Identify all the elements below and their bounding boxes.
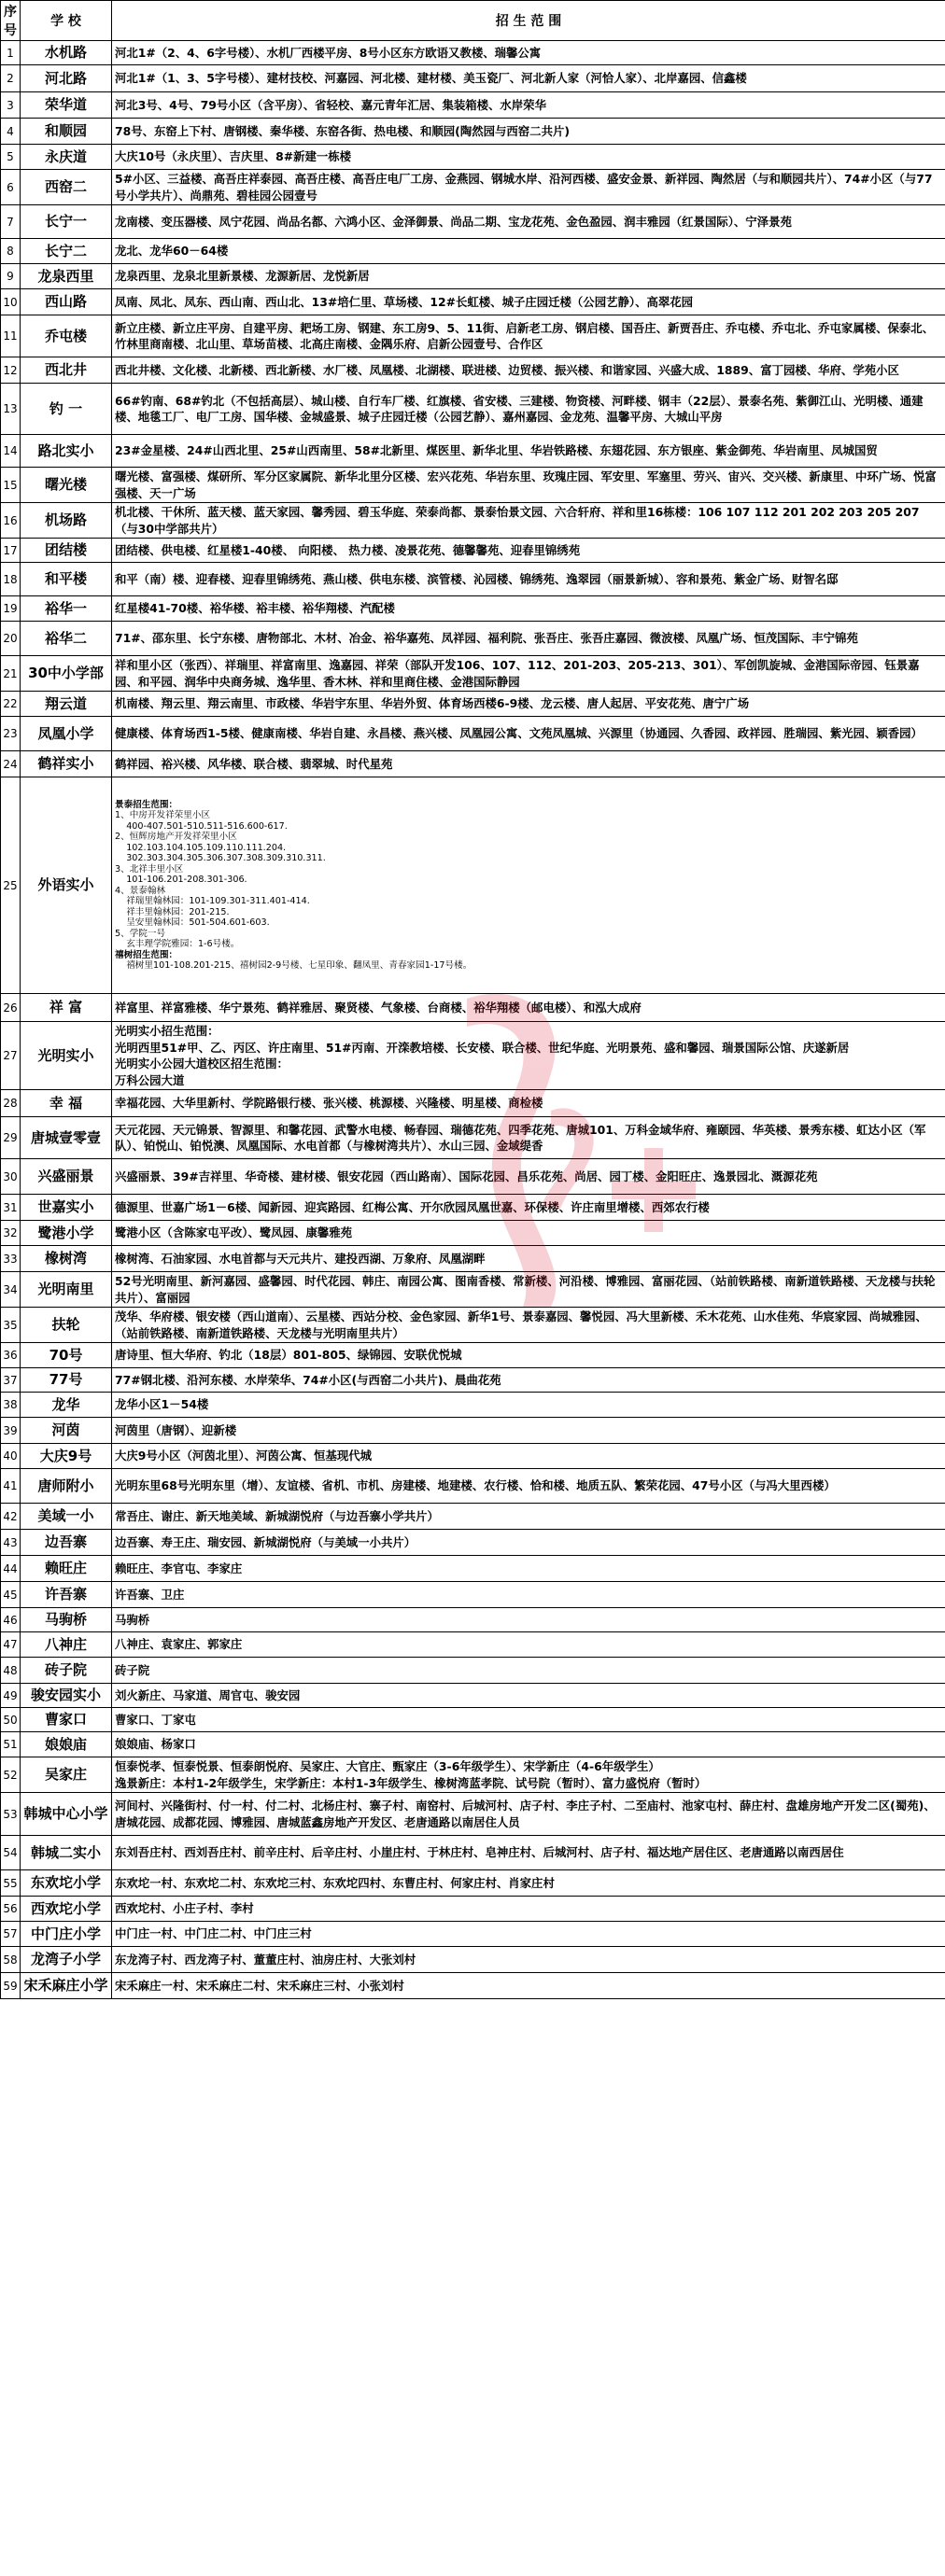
enrollment-area: 刘火新庄、马家道、周官屯、骏安园 bbox=[112, 1684, 945, 1708]
school-name: 70号 bbox=[21, 1343, 112, 1368]
school-name: 团结楼 bbox=[21, 539, 112, 563]
school-name: 骏安园实小 bbox=[21, 1684, 112, 1708]
table-row bbox=[1, 1658, 945, 1684]
row-index: 53 bbox=[1, 1793, 21, 1836]
table-body bbox=[1, 41, 945, 1999]
enrollment-area: 河北3号、4号、79号小区（含平房）、省轻校、嘉元青年汇居、集装箱楼、水岸荣华 bbox=[112, 92, 945, 119]
table-row bbox=[1, 65, 945, 92]
enrollment-area-line: 5、学院一号 bbox=[115, 928, 166, 939]
row-index: 19 bbox=[1, 596, 21, 622]
enrollment-area bbox=[112, 1757, 945, 1793]
row-index: 24 bbox=[1, 751, 21, 777]
row-index: 25 bbox=[1, 777, 21, 994]
table-row bbox=[1, 1793, 945, 1836]
table-row bbox=[1, 239, 945, 264]
school-name: 马驹桥 bbox=[21, 1608, 112, 1632]
table-row bbox=[1, 41, 945, 65]
enrollment-area: 大庆10号（永庆里）、吉庆里、8#新建一栋楼 bbox=[112, 145, 945, 170]
enrollment-area: 团结楼、供电楼、红星楼1-40楼、 向阳楼、 热力楼、凌景花苑、德馨馨苑、迎春里锦绣苑 bbox=[112, 539, 945, 563]
school-name: 祥 富 bbox=[21, 994, 112, 1022]
row-index: 28 bbox=[1, 1090, 21, 1117]
table-row bbox=[1, 145, 945, 170]
enrollment-area: 河北1#（2、4、6字号楼）、水机厂西楼平房、8号小区东方欧语又教楼、瑞馨公寓 bbox=[112, 41, 945, 65]
enrollment-area: 宋禾麻庄一村、宋禾麻庄二村、宋禾麻庄三村、小张刘村 bbox=[112, 1973, 945, 1999]
table-row bbox=[1, 1530, 945, 1556]
school-name: 鹭港小学 bbox=[21, 1221, 112, 1246]
enrollment-area: 23#金星楼、24#山西北里、25#山西南里、58#北新里、煤医里、新华北里、华岩铁路楼、东翅花园、东方银座、紫金御苑、华岩南里、凤城国贸 bbox=[112, 435, 945, 468]
enrollment-area: 5#小区、三益楼、高吾庄祥泰园、高吾庄楼、高吾庄电厂工房、金燕园、钢城水岸、沿河西楼、盛安金景、新祥园、陶然居（与和顺园共片）、74#小区（与77号小学共片）、尚鼎苑、碧桂园公园壹号 bbox=[112, 170, 945, 205]
school-name: 钓 一 bbox=[21, 384, 112, 435]
enrollment-area: 茂华、华府楼、银安楼（西山道南）、云星楼、西站分校、金色家园、新华1号、景泰嘉园、馨悦园、冯大里新楼、禾木花苑、山水佳苑、华宸家园、尚城雅园、（站前铁路楼、南新道铁路楼、天龙楼与光明南里共片） bbox=[112, 1308, 945, 1343]
enrollment-area: 赖旺庄、李官屯、李家庄 bbox=[112, 1556, 945, 1582]
school-name: 韩城中心小学 bbox=[21, 1793, 112, 1836]
table-row bbox=[1, 717, 945, 751]
row-index: 33 bbox=[1, 1246, 21, 1272]
table-row bbox=[1, 1684, 945, 1708]
school-name: 光明南里 bbox=[21, 1272, 112, 1308]
school-name: 和顺园 bbox=[21, 119, 112, 145]
school-name: 东欢坨小学 bbox=[21, 1870, 112, 1897]
school-name: 外语实小 bbox=[21, 777, 112, 994]
table-row bbox=[1, 1469, 945, 1504]
table-row bbox=[1, 205, 945, 239]
school-name: 唐师附小 bbox=[21, 1469, 112, 1504]
enrollment-area-line: 3、北祥丰里小区 bbox=[115, 863, 184, 875]
row-index: 13 bbox=[1, 384, 21, 435]
header-school: 学 校 bbox=[21, 1, 112, 41]
table-row bbox=[1, 596, 945, 622]
enrollment-area: 78号、东窑上下村、唐钢楼、秦华楼、东窑各街、热电楼、和顺园(陶然园与西窑二共片) bbox=[112, 119, 945, 145]
enrollment-area-line: 光明实小招生范围： bbox=[115, 1024, 219, 1038]
enrollment-area: 新立庄楼、新立庄平房、自建平房、耙场工房、钢建、东工房9、5、11街、启新老工房、钢启楼、国吾庄、新贾吾庄、乔屯楼、乔屯北、乔屯家属楼、保泰北、竹林里商南楼、北山里、草场苗楼、北高庄南楼、金隅乐府、启新公园壹号、合作区 bbox=[112, 315, 945, 357]
enrollment-area-line: 呈安里翰林园：501-504.601-603. bbox=[115, 917, 270, 928]
row-index: 44 bbox=[1, 1556, 21, 1582]
enrollment-area: 红星楼41-70楼、裕华楼、裕丰楼、裕华翔楼、汽配楼 bbox=[112, 596, 945, 622]
school-name: 韩城二实小 bbox=[21, 1836, 112, 1870]
row-index: 14 bbox=[1, 435, 21, 468]
table-row bbox=[1, 1308, 945, 1343]
enrollment-area-line: 102.103.104.105.109.110.111.204. bbox=[115, 842, 287, 853]
enrollment-area: 东欢坨一村、东欢坨二村、东欢坨三村、东欢坨四村、东曹庄村、何家庄村、肖家庄村 bbox=[112, 1870, 945, 1897]
table-row bbox=[1, 1117, 945, 1159]
row-index: 50 bbox=[1, 1708, 21, 1732]
school-name: 西窑二 bbox=[21, 170, 112, 205]
school-name: 乔屯楼 bbox=[21, 315, 112, 357]
enrollment-area-line: 2、恒辉房地产开发祥荣里小区 bbox=[115, 832, 237, 842]
row-index: 59 bbox=[1, 1973, 21, 1999]
school-name: 赖旺庄 bbox=[21, 1556, 112, 1582]
enrollment-area-line: 祥瑞里翰林园：101-109.301-311.401-414. bbox=[115, 896, 310, 906]
row-index: 54 bbox=[1, 1836, 21, 1870]
school-name: 长宁一 bbox=[21, 205, 112, 239]
school-name: 曙光楼 bbox=[21, 468, 112, 503]
enrollment-area-line: 祥丰里翰林园：201-215. bbox=[115, 906, 230, 917]
table-row bbox=[1, 1246, 945, 1272]
school-name: 八神庄 bbox=[21, 1632, 112, 1658]
school-name: 光明实小 bbox=[21, 1022, 112, 1090]
row-index: 42 bbox=[1, 1504, 21, 1530]
enrollment-area-line: 恒泰悦孝、恒泰悦景、恒泰朗悦府、吴家庄、大官庄、甄家庄（3-6年级学生）、宋学新庄（4-6年级学生） bbox=[115, 1759, 660, 1773]
enrollment-area-line: 光明西里51#甲、乙、丙区、许庄南里、51#丙南、开滦教培楼、长安楼、联合楼、世纪华庭、光明景苑、盛和馨园、瑞景国际公馆、庆遂新居 bbox=[115, 1040, 850, 1055]
table-row bbox=[1, 170, 945, 205]
table-row bbox=[1, 539, 945, 563]
row-index: 37 bbox=[1, 1368, 21, 1393]
school-name: 西山路 bbox=[21, 289, 112, 315]
table-row bbox=[1, 1973, 945, 1999]
enrollment-area: 66#钓南、68#钓北（不包括高层）、城山楼、自行车厂楼、红旗楼、省安楼、三建楼、物资楼、河畔楼、钢丰（22层）、景泰名苑、紫御江山、光明楼、通建楼、地毯工厂、电厂工房、国华楼、金城盛景、城子庄园迁楼（公园艺静）、嘉州嘉园、金龙苑、温馨平房、大城山平房 bbox=[112, 384, 945, 435]
header-index: 序号 bbox=[1, 1, 21, 41]
row-index: 43 bbox=[1, 1530, 21, 1556]
table-row bbox=[1, 622, 945, 656]
enrollment-area-line: 1、中房开发祥荣里小区 bbox=[115, 810, 211, 820]
enrollment-area: 幸福花园、大华里新村、学院路银行楼、张兴楼、桃源楼、兴隆楼、明星楼、商检楼 bbox=[112, 1090, 945, 1117]
school-name: 龙泉西里 bbox=[21, 264, 112, 289]
row-index: 22 bbox=[1, 692, 21, 717]
enrollment-area: 马驹桥 bbox=[112, 1608, 945, 1632]
enrollment-area: 和平（南）楼、迎春楼、迎春里锦绣苑、燕山楼、供电东楼、滨管楼、沁园楼、锦绣苑、逸翠园（丽景新城）、容和景苑、紫金广场、财智名邸 bbox=[112, 563, 945, 596]
school-name: 娘娘庙 bbox=[21, 1732, 112, 1757]
enrollment-area: 健康楼、体育场西1-5楼、健康南楼、华岩自建、永昌楼、燕兴楼、凤凰园公寓、文苑凤凰城、兴源里（协通园、久香园、政祥园、胜瑞园、紫光园、颖香园） bbox=[112, 717, 945, 751]
school-name: 中门庄小学 bbox=[21, 1922, 112, 1947]
enrollment-area-line: 万科公园大道 bbox=[115, 1072, 185, 1087]
row-index: 31 bbox=[1, 1195, 21, 1221]
school-name: 裕华二 bbox=[21, 622, 112, 656]
school-name: 幸 福 bbox=[21, 1090, 112, 1117]
row-index: 41 bbox=[1, 1469, 21, 1504]
enrollment-area: 祥和里小区（张西）、祥瑞里、祥富南里、逸嘉园、祥荣（部队开发106、107、112、201-203、205-213、301）、军创凯旋城、金港国际帝园、钰景嘉园、和平园、润华中央商务城、逸华里、香木林、祥和里商住楼、金港国际静园 bbox=[112, 656, 945, 692]
enrollment-area: 娘娘庙、杨家口 bbox=[112, 1732, 945, 1757]
row-index: 45 bbox=[1, 1582, 21, 1608]
enrollment-area: 鹭港小区（含陈家屯平改）、鹭凤园、康馨雅苑 bbox=[112, 1221, 945, 1246]
row-index: 21 bbox=[1, 656, 21, 692]
table-row bbox=[1, 1708, 945, 1732]
table-header-row bbox=[1, 1, 945, 41]
school-name: 唐城壹零壹 bbox=[21, 1117, 112, 1159]
enrollment-area: 唐诗里、恒大华府、钓北（18层）801-805、绿锦园、安联优悦城 bbox=[112, 1343, 945, 1368]
table-row bbox=[1, 289, 945, 315]
table-row bbox=[1, 777, 945, 994]
school-name: 许吾寨 bbox=[21, 1582, 112, 1608]
school-name: 龙湾子小学 bbox=[21, 1947, 112, 1973]
table-row bbox=[1, 1418, 945, 1444]
table-row bbox=[1, 1022, 945, 1090]
table-row bbox=[1, 92, 945, 119]
row-index: 57 bbox=[1, 1922, 21, 1947]
enrollment-area: 龙南楼、变压器楼、凤宁花园、尚品名都、六鸿小区、金泽御景、尚品二期、宝龙花苑、金色盈园、润丰雅园（红景国际）、宁泽景苑 bbox=[112, 205, 945, 239]
table-row bbox=[1, 1159, 945, 1195]
school-name: 扶轮 bbox=[21, 1308, 112, 1343]
row-index: 10 bbox=[1, 289, 21, 315]
table-row bbox=[1, 751, 945, 777]
row-index: 8 bbox=[1, 239, 21, 264]
row-index: 48 bbox=[1, 1658, 21, 1684]
table-row bbox=[1, 1556, 945, 1582]
row-index: 34 bbox=[1, 1272, 21, 1308]
school-name: 橡树湾 bbox=[21, 1246, 112, 1272]
enrollment-area: 龙华小区1－54楼 bbox=[112, 1393, 945, 1418]
school-name: 机场路 bbox=[21, 503, 112, 539]
table-row bbox=[1, 119, 945, 145]
enrollment-area: 52号光明南里、新河嘉园、盛馨园、时代花园、韩庄、南园公寓、图南香楼、常新楼、河沿楼、博雅园、富丽花园、（站前铁路楼、南新道铁路楼、天龙楼与扶轮共片）、富丽园 bbox=[112, 1272, 945, 1308]
row-index: 55 bbox=[1, 1870, 21, 1897]
enrollment-area: 边吾寨、寿王庄、瑞安园、新城湖悦府（与美域一小共片） bbox=[112, 1530, 945, 1556]
enrollment-area: 橡树湾、石油家园、水电首都与天元共片、建投西湖、万象府、凤凰湖畔 bbox=[112, 1246, 945, 1272]
school-name: 翔云道 bbox=[21, 692, 112, 717]
school-name: 鹤祥实小 bbox=[21, 751, 112, 777]
row-index: 2 bbox=[1, 65, 21, 92]
school-name: 西欢坨小学 bbox=[21, 1897, 112, 1922]
enrollment-area: 71#、邵东里、长宁东楼、唐物部北、木材、冶金、裕华嘉苑、凤祥园、福利院、张吾庄、张吾庄嘉园、微波楼、凤凰广场、恒茂国际、丰宁锦苑 bbox=[112, 622, 945, 656]
table-row bbox=[1, 1221, 945, 1246]
school-name: 和平楼 bbox=[21, 563, 112, 596]
table-row bbox=[1, 563, 945, 596]
school-name: 裕华一 bbox=[21, 596, 112, 622]
table-row bbox=[1, 1897, 945, 1922]
school-name: 兴盛丽景 bbox=[21, 1159, 112, 1195]
enrollment-area-line: 400-407.501-510.511-516.600-617. bbox=[115, 820, 288, 832]
enrollment-area: 河间村、兴隆街村、付一村、付二村、北杨庄村、寨子村、南窑村、后城河村、店子村、李庄子村、二至庙村、池家屯村、薛庄村、盘雄房地产开发二区(蜀苑)、唐城花园、成都花园、博雅园、唐城蓝鑫房地产开发区、老唐通路以南居住人员 bbox=[112, 1793, 945, 1836]
enrollment-area: 西北井楼、文化楼、北新楼、西北新楼、水厂楼、凤凰楼、北湖楼、联进楼、边贸楼、振兴楼、和谐家园、兴盛大成、1889、富丁园楼、华府、学苑小区 bbox=[112, 357, 945, 384]
enrollment-area: 机南楼、翔云里、翔云南里、市政楼、华岩宇东里、华岩外贸、体育场西楼6-9楼、龙云楼、唐人起居、平安花苑、唐宁广场 bbox=[112, 692, 945, 717]
enrollment-area: 常吾庄、谢庄、新天地美域、新城湖悦府（与边吾寨小学共片） bbox=[112, 1504, 945, 1530]
row-index: 1 bbox=[1, 41, 21, 65]
enrollment-area-line: 逸景新庄：本村1-2年级学生，宋学新庄：本村1-3年级学生、橡树湾蓝孝院、试号院（暂时）、富力盛悦府（暂时） bbox=[115, 1775, 707, 1790]
row-index: 38 bbox=[1, 1393, 21, 1418]
row-index: 6 bbox=[1, 170, 21, 205]
school-name: 世嘉实小 bbox=[21, 1195, 112, 1221]
school-name: 水机路 bbox=[21, 41, 112, 65]
school-name: 宋禾麻庄小学 bbox=[21, 1973, 112, 1999]
row-index: 40 bbox=[1, 1444, 21, 1469]
table-row bbox=[1, 1393, 945, 1418]
table-row bbox=[1, 1632, 945, 1658]
row-index: 3 bbox=[1, 92, 21, 119]
table-row bbox=[1, 692, 945, 717]
row-index: 17 bbox=[1, 539, 21, 563]
row-index: 49 bbox=[1, 1684, 21, 1708]
enrollment-area: 鹤祥园、裕兴楼、风华楼、联合楼、翡翠城、时代星苑 bbox=[112, 751, 945, 777]
header-area: 招 生 范 围 bbox=[112, 1, 945, 41]
enrollment-area: 光明东里68号光明东里（增）、友谊楼、省机、市机、房建楼、地建楼、农行楼、恰和楼、地质五队、繁荣花园、47号小区（与冯大里西楼） bbox=[112, 1469, 945, 1504]
enrollment-area: 凤南、凤北、凤东、西山南、西山北、13#培仁里、草场楼、12#长虹楼、城子庄园迁楼（公园艺静）、高翠花园 bbox=[112, 289, 945, 315]
row-index: 5 bbox=[1, 145, 21, 170]
table-row bbox=[1, 1444, 945, 1469]
row-index: 18 bbox=[1, 563, 21, 596]
row-index: 36 bbox=[1, 1343, 21, 1368]
school-name: 永庆道 bbox=[21, 145, 112, 170]
table-row bbox=[1, 656, 945, 692]
table-row bbox=[1, 1090, 945, 1117]
row-index: 16 bbox=[1, 503, 21, 539]
table-row bbox=[1, 1504, 945, 1530]
row-index: 35 bbox=[1, 1308, 21, 1343]
enrollment-area-line: 玄丰理学院雅园：1-6号楼。 bbox=[115, 939, 240, 949]
table-row bbox=[1, 1608, 945, 1632]
row-index: 27 bbox=[1, 1022, 21, 1090]
enrollment-area-line: 4、景泰翰林 bbox=[115, 885, 166, 896]
enrollment-area: 大庆9号小区（河茵北里）、河茵公寓、恒基现代城 bbox=[112, 1444, 945, 1469]
row-index: 9 bbox=[1, 264, 21, 289]
enrollment-area: 龙泉西里、龙泉北里新景楼、龙源新居、龙悦新居 bbox=[112, 264, 945, 289]
row-index: 46 bbox=[1, 1608, 21, 1632]
table-row bbox=[1, 315, 945, 357]
table-row bbox=[1, 503, 945, 539]
enrollment-area: 77#钢北楼、沿河东楼、水岸荣华、74#小区(与西窑二小共片)、晨曲花苑 bbox=[112, 1368, 945, 1393]
table-row bbox=[1, 994, 945, 1022]
school-name: 西北井 bbox=[21, 357, 112, 384]
enrollment-area bbox=[112, 1022, 945, 1090]
row-index: 23 bbox=[1, 717, 21, 751]
enrollment-area-line: 光明实小公园大道校区招生范围： bbox=[115, 1057, 289, 1071]
table-row bbox=[1, 357, 945, 384]
enrollment-area: 天元花园、天元锦景、智源里、和馨花园、武警水电楼、畅春园、瑞德花苑、四季花苑、唐城101、万科金域华府、雍颐园、华英楼、景秀东楼、虹达小区（军队）、铂悦山、铂悦澳、凤凰国际、水电首都（与橡树湾共片）、水山三园、金域缇香 bbox=[112, 1117, 945, 1159]
school-name: 曹家口 bbox=[21, 1708, 112, 1732]
enrollment-area: 许吾寨、卫庄 bbox=[112, 1582, 945, 1608]
row-index: 52 bbox=[1, 1757, 21, 1793]
school-name: 长宁二 bbox=[21, 239, 112, 264]
school-name: 龙华 bbox=[21, 1393, 112, 1418]
table-row bbox=[1, 1582, 945, 1608]
row-index: 7 bbox=[1, 205, 21, 239]
enrollment-area: 东刘吾庄村、西刘吾庄村、前辛庄村、后辛庄村、小崖庄村、于林庄村、皂神庄村、后城河村、店子村、福达地产居住区、老唐通路以南西居住 bbox=[112, 1836, 945, 1870]
row-index: 4 bbox=[1, 119, 21, 145]
row-index: 47 bbox=[1, 1632, 21, 1658]
enrollment-area: 八神庄、袁家庄、郭家庄 bbox=[112, 1632, 945, 1658]
school-name: 荣华道 bbox=[21, 92, 112, 119]
school-name: 河茵 bbox=[21, 1418, 112, 1444]
school-name: 77号 bbox=[21, 1368, 112, 1393]
enrollment-area: 兴盛丽景、39#吉祥里、华奇楼、建材楼、银安花园（西山路南）、国际花园、昌乐花苑、尚居、园丁楼、金阳旺庄、逸景园北、溉源花苑 bbox=[112, 1159, 945, 1195]
enrollment-area: 曙光楼、富强楼、煤研所、军分区家属院、新华北里分区楼、宏兴花苑、华岩东里、玫瑰庄园、军安里、军塞里、劳兴、宙兴、交兴楼、新康里、中环广场、悦富强楼、天一广场 bbox=[112, 468, 945, 503]
table-row bbox=[1, 1870, 945, 1897]
table-row bbox=[1, 435, 945, 468]
school-name: 美域一小 bbox=[21, 1504, 112, 1530]
enrollment-area: 德源里、世嘉广场1－6楼、闻新园、迎宾路园、红梅公寓、开尔欣园凤凰世嘉、环保楼、许庄南里增楼、西郊农行楼 bbox=[112, 1195, 945, 1221]
enrollment-area: 西欢坨村、小庄子村、李村 bbox=[112, 1897, 945, 1922]
enrollment-area-line: 302.303.304.305.306.307.308.309.310.311. bbox=[115, 853, 326, 863]
row-index: 15 bbox=[1, 468, 21, 503]
table-row bbox=[1, 1947, 945, 1973]
row-index: 26 bbox=[1, 994, 21, 1022]
enrollment-area: 东龙湾子村、西龙湾子村、董董庄村、油房庄村、大张刘村 bbox=[112, 1947, 945, 1973]
enrollment-area: 中门庄一村、中门庄二村、中门庄三村 bbox=[112, 1922, 945, 1947]
table-row bbox=[1, 1836, 945, 1870]
enrollment-area-line: 101-106.201-208.301-306. bbox=[115, 875, 247, 885]
table-row bbox=[1, 1757, 945, 1793]
row-index: 30 bbox=[1, 1159, 21, 1195]
school-name: 河北路 bbox=[21, 65, 112, 92]
row-index: 56 bbox=[1, 1897, 21, 1922]
row-index: 20 bbox=[1, 622, 21, 656]
row-index: 32 bbox=[1, 1221, 21, 1246]
table-row bbox=[1, 1343, 945, 1368]
enrollment-area: 河茵里（唐钢）、迎新楼 bbox=[112, 1418, 945, 1444]
table-row bbox=[1, 468, 945, 503]
school-name: 30中小学部 bbox=[21, 656, 112, 692]
row-index: 11 bbox=[1, 315, 21, 357]
row-index: 12 bbox=[1, 357, 21, 384]
row-index: 29 bbox=[1, 1117, 21, 1159]
enrollment-area-line: 禧树招生范围： bbox=[115, 949, 178, 960]
school-name: 吴家庄 bbox=[21, 1757, 112, 1793]
school-name: 路北实小 bbox=[21, 435, 112, 468]
school-name: 大庆9号 bbox=[21, 1444, 112, 1469]
enrollment-area-line: 景泰招生范围： bbox=[115, 799, 178, 810]
table-row bbox=[1, 264, 945, 289]
enrollment-area: 龙北、龙华60－64楼 bbox=[112, 239, 945, 264]
table-row bbox=[1, 1922, 945, 1947]
row-index: 51 bbox=[1, 1732, 21, 1757]
enrollment-area: 曹家口、丁家屯 bbox=[112, 1708, 945, 1732]
enrollment-area: 祥富里、祥富雅楼、华宁景苑、鹤祥雅居、聚贤楼、气象楼、台商楼、裕华翔楼（邮电楼）、和泓大成府 bbox=[112, 994, 945, 1022]
enrollment-area: 河北1#（1、3、5字号楼）、建材技校、河嘉园、河北楼、建材楼、美玉瓷厂、河北新人家（河恰人家）、北岸嘉园、信鑫楼 bbox=[112, 65, 945, 92]
school-name: 砖子院 bbox=[21, 1658, 112, 1684]
table-row bbox=[1, 1368, 945, 1393]
table-row bbox=[1, 1732, 945, 1757]
table-row bbox=[1, 384, 945, 435]
enrollment-area-line: 禧树里101-108.201-215、禧树园2-9号楼、七星印象、翻凤里、青春家园1-17号楼。 bbox=[115, 960, 472, 971]
table-row bbox=[1, 1272, 945, 1308]
enrollment-area: 机北楼、干休所、蓝天楼、蓝天家园、馨秀园、碧玉华庭、荣泰尚都、景泰怡景文园、六合轩府、祥和里16栋楼：106 107 112 201 202 203 205 207（与30中学部共片） bbox=[112, 503, 945, 539]
row-index: 58 bbox=[1, 1947, 21, 1973]
school-name: 边吾寨 bbox=[21, 1530, 112, 1556]
row-index: 39 bbox=[1, 1418, 21, 1444]
enrollment-area: 砖子院 bbox=[112, 1658, 945, 1684]
enrollment-area bbox=[112, 777, 945, 994]
table-row bbox=[1, 1195, 945, 1221]
school-name: 凤凰小学 bbox=[21, 717, 112, 751]
